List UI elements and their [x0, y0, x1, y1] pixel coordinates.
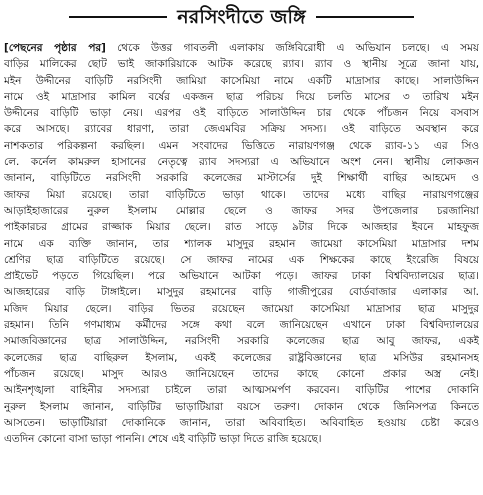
article-line: রহমান। তিনি গণমাধ্যম কর্মীদের সঙ্গে কথা বলে জানিয়েছেন এখানে ঢাকা বিশ্ববিদ্যালয়ের: [4, 319, 479, 332]
article-line: আসতেন। ভাড়াটিয়ারা দোকানিকে জানান, তারা অবিবাহিত। অবিবাহিত হওয়ায় চেষ্টা করেও: [4, 416, 479, 429]
article-line: করে আসছে। র‍্যাবের ধারণা, তারা জেএমবির সক্রিয় সদস্য। ওই বাড়িতে অবস্থান করে: [4, 123, 479, 136]
article-line: পাঁচজন রয়েছে। মাসুদ আরও জানিয়েছেন তাদের কাছে কোনো প্রকার অস্ত্র নেই।: [4, 367, 479, 380]
article-line: এতদিন কোনো বাসা ভাড়া পাননি। শেষে এই বাড়িটি ভাড়া দিতে রাজি হয়েছে।: [4, 433, 322, 446]
continuation-note: [পেছনের পৃষ্ঠার পর]: [4, 42, 106, 54]
headline: নরসিংদীতে জঙ্গি: [177, 6, 306, 28]
article-line: উদ্দীনের বাড়িটি ভাড়া নেয়। এরপর ওই বাড়িতে সালাউদ্দিন চার থেকে পাঁচজন নিয়ে বসবাস: [4, 107, 479, 120]
article-line: আড়াইহাজারের নুরুল ইসলাম মোল্লার ছেলে ও জাফর সদর উপজেলার চরজানিয়া: [4, 204, 479, 217]
article-line: লে. কর্নেল কামরুল হাসানের নেতৃত্বে র‍্যাব সদস্যরা এ অভিযানে অংশ নেন। স্থানীয় লোকজন: [4, 156, 479, 169]
article-line: মজিদ মিয়ার ছেলে। বাড়ির ভিতর রয়েছেন জামেয়া কাসেমিয়া মাদ্রাসার ছাত্র মাসুদুর: [4, 302, 479, 315]
article-line: বাড়ির মালিকের ছোট ভাই জাকারিয়াকে আটক করেছে র‍্যাব। র‍্যাব ও স্থানীয় সূত্রে জানা যায়,: [4, 58, 479, 71]
article-line: আইনশৃঙ্খলা বাহিনীর সদস্যরা চাইলে তারা আত্মসমর্পণ করবেন। বাড়িটির পাশের দোকানি: [4, 384, 479, 397]
headline-bar: [0, 0, 483, 34]
article-line: সমাজবিজ্ঞানের ছাত্র সালাউদ্দিন, নরসিংদী সরকারি কলেজের ছাত্র আবু জাফর, একই: [4, 335, 479, 348]
article-line: নামে এক ব্যক্তি জানান, তার শ্যালক মাসুদুর রহমান জামেয়া কাসেমিয়া মাদ্রাসার দশম: [4, 237, 479, 250]
headline-rule-right: [316, 16, 414, 18]
article-line: জানান, বাড়িটিতে নরসিংদী সরকারি কলেজের মাস্টার্সের দুই শিক্ষার্থী বাছির আহমেদ ও: [4, 172, 479, 185]
article-line: [4, 40, 479, 56]
headline-wrap: [69, 6, 414, 28]
article-line: মইন উদ্দীনের বাড়িটি নরসিংদী জামিয়া কাসেমিয়া নামে একটি মাদ্রাসার কাছে। সালাউদ্দিন: [4, 74, 479, 87]
article-line: নাশকতার পরিকল্পনা করছিল। এমন সংবাদের ভিত্তিতে নারায়ণগঞ্জ থেকে র‍্যাব-১১ এর সিও: [4, 139, 479, 152]
article-line-text: থেকে উত্তর গাবতলী এলাকায় জঙ্গিবিরোধী এ অভিযান চলছে। এ সময়: [105, 42, 479, 54]
article-line: নামে ওই মাদ্রাসার কামিল বর্ষের একজন ছাত্র পরিচয় দিয়ে চলতি মাসের ৩ তারিখ মইন: [4, 90, 479, 103]
article-line: আজহারের বাড়ি টাঙ্গাইলে। মাসুদুর রহমানের বাড়ি গাজীপুরের বোর্ডবাজার এলাকার আ.: [4, 286, 479, 299]
article-body: [4, 40, 479, 447]
article-line: শ্রেণির ছাত্র বাড়িটিতে রয়েছে। সে জাফর নামের এক শিক্ষকের কাছে ইংরেজি বিষয়ে: [4, 253, 479, 266]
article-line: প্রাইভেট পড়তে গিয়েছিল। পরে অভিযানে আটকা পড়ে। জাফর ঢাকা বিশ্ববিদ্যালয়ের ছাত্র।: [4, 270, 479, 283]
headline-rule-left: [69, 16, 167, 18]
article-line: কলেজের ছাত্র বাছিরুল ইসলাম, একই কলেজের রাষ্ট্রবিজ্ঞানের ছাত্র মসিউর রহমানসহ: [4, 351, 479, 364]
article-line: নুরুল ইসলাম জানান, বাড়িটির ভাড়াটিয়ারা বয়সে তরুণ। দোকান থেকে জিনিসপত্র কিনতে: [4, 400, 479, 413]
article-line: পাইকারচর গ্রামের রাজ্জাক মিয়ার ছেলে। রাত সাড়ে ৯টার দিকে আজহার ইবনে মাহফুজ: [4, 221, 479, 234]
article-line: জাফর মিয়া রয়েছে। তারা বাড়িটিতে ভাড়া থাকে। তাদের মধ্যে বাছির নারায়ণগঞ্জের: [4, 188, 479, 201]
